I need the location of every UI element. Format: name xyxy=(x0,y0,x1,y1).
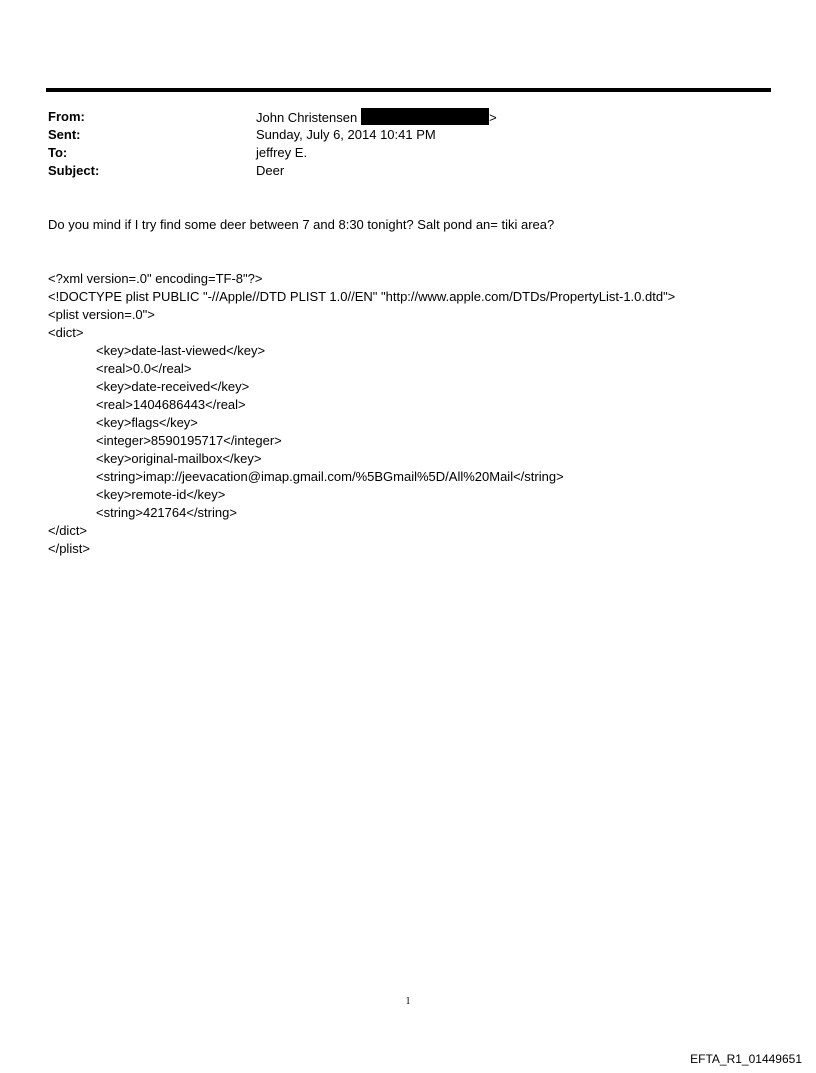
xml-block xyxy=(48,270,675,558)
sent-row xyxy=(0,126,816,144)
xml-line: <!DOCTYPE plist PUBLIC "-//Apple//DTD PLIST 1.0//EN" "http://www.apple.com/DTDs/PropertyList-1.0.dtd"> xyxy=(48,289,676,304)
from-label: From: xyxy=(48,109,85,124)
sent-value: Sunday, July 6, 2014 10:41 PM xyxy=(256,127,436,142)
xml-line: <dict> xyxy=(48,325,84,340)
sent-label: Sent: xyxy=(48,127,81,142)
subject-label: Subject: xyxy=(48,163,100,178)
xml-line: <key>flags</key> xyxy=(96,415,198,430)
from-row xyxy=(0,108,816,126)
xml-line: <plist version=.0"> xyxy=(48,307,155,322)
xml-line: <integer>8590195717</integer> xyxy=(96,433,282,448)
xml-line: <string>imap://jeevacation@imap.gmail.com/%5BGmail%5D/All%20Mail</string> xyxy=(96,469,564,484)
header-rule xyxy=(46,88,771,92)
to-value: jeffrey E. xyxy=(256,145,308,160)
to-label: To: xyxy=(48,145,68,160)
bates-number: EFTA_R1_01449651 xyxy=(690,1052,802,1066)
from-value xyxy=(256,108,497,127)
subject-row xyxy=(0,162,816,180)
xml-line: <string>421764</string> xyxy=(96,505,237,520)
to-row xyxy=(0,144,816,162)
page-number: 1 xyxy=(405,996,411,1007)
subject-value: Deer xyxy=(256,163,285,178)
xml-line: <real>0.0</real> xyxy=(96,361,192,376)
xml-line: </plist> xyxy=(48,541,90,556)
from-name: John Christensen xyxy=(256,110,358,125)
message-body: Do you mind if I try find some deer between 7 and 8:30 tonight? Salt pond an= tiki area? xyxy=(48,217,555,232)
xml-line: <key>date-received</key> xyxy=(96,379,250,394)
redaction-box xyxy=(361,108,489,125)
xml-line: <real>1404686443</real> xyxy=(96,397,246,412)
xml-line: <?xml version=.0" encoding=TF-8"?> xyxy=(48,271,263,286)
from-suffix: > xyxy=(489,110,497,125)
xml-line: </dict> xyxy=(48,523,88,538)
xml-line: <key>original-mailbox</key> xyxy=(96,451,262,466)
xml-line: <key>date-last-viewed</key> xyxy=(96,343,266,358)
xml-line: <key>remote-id</key> xyxy=(96,487,226,502)
